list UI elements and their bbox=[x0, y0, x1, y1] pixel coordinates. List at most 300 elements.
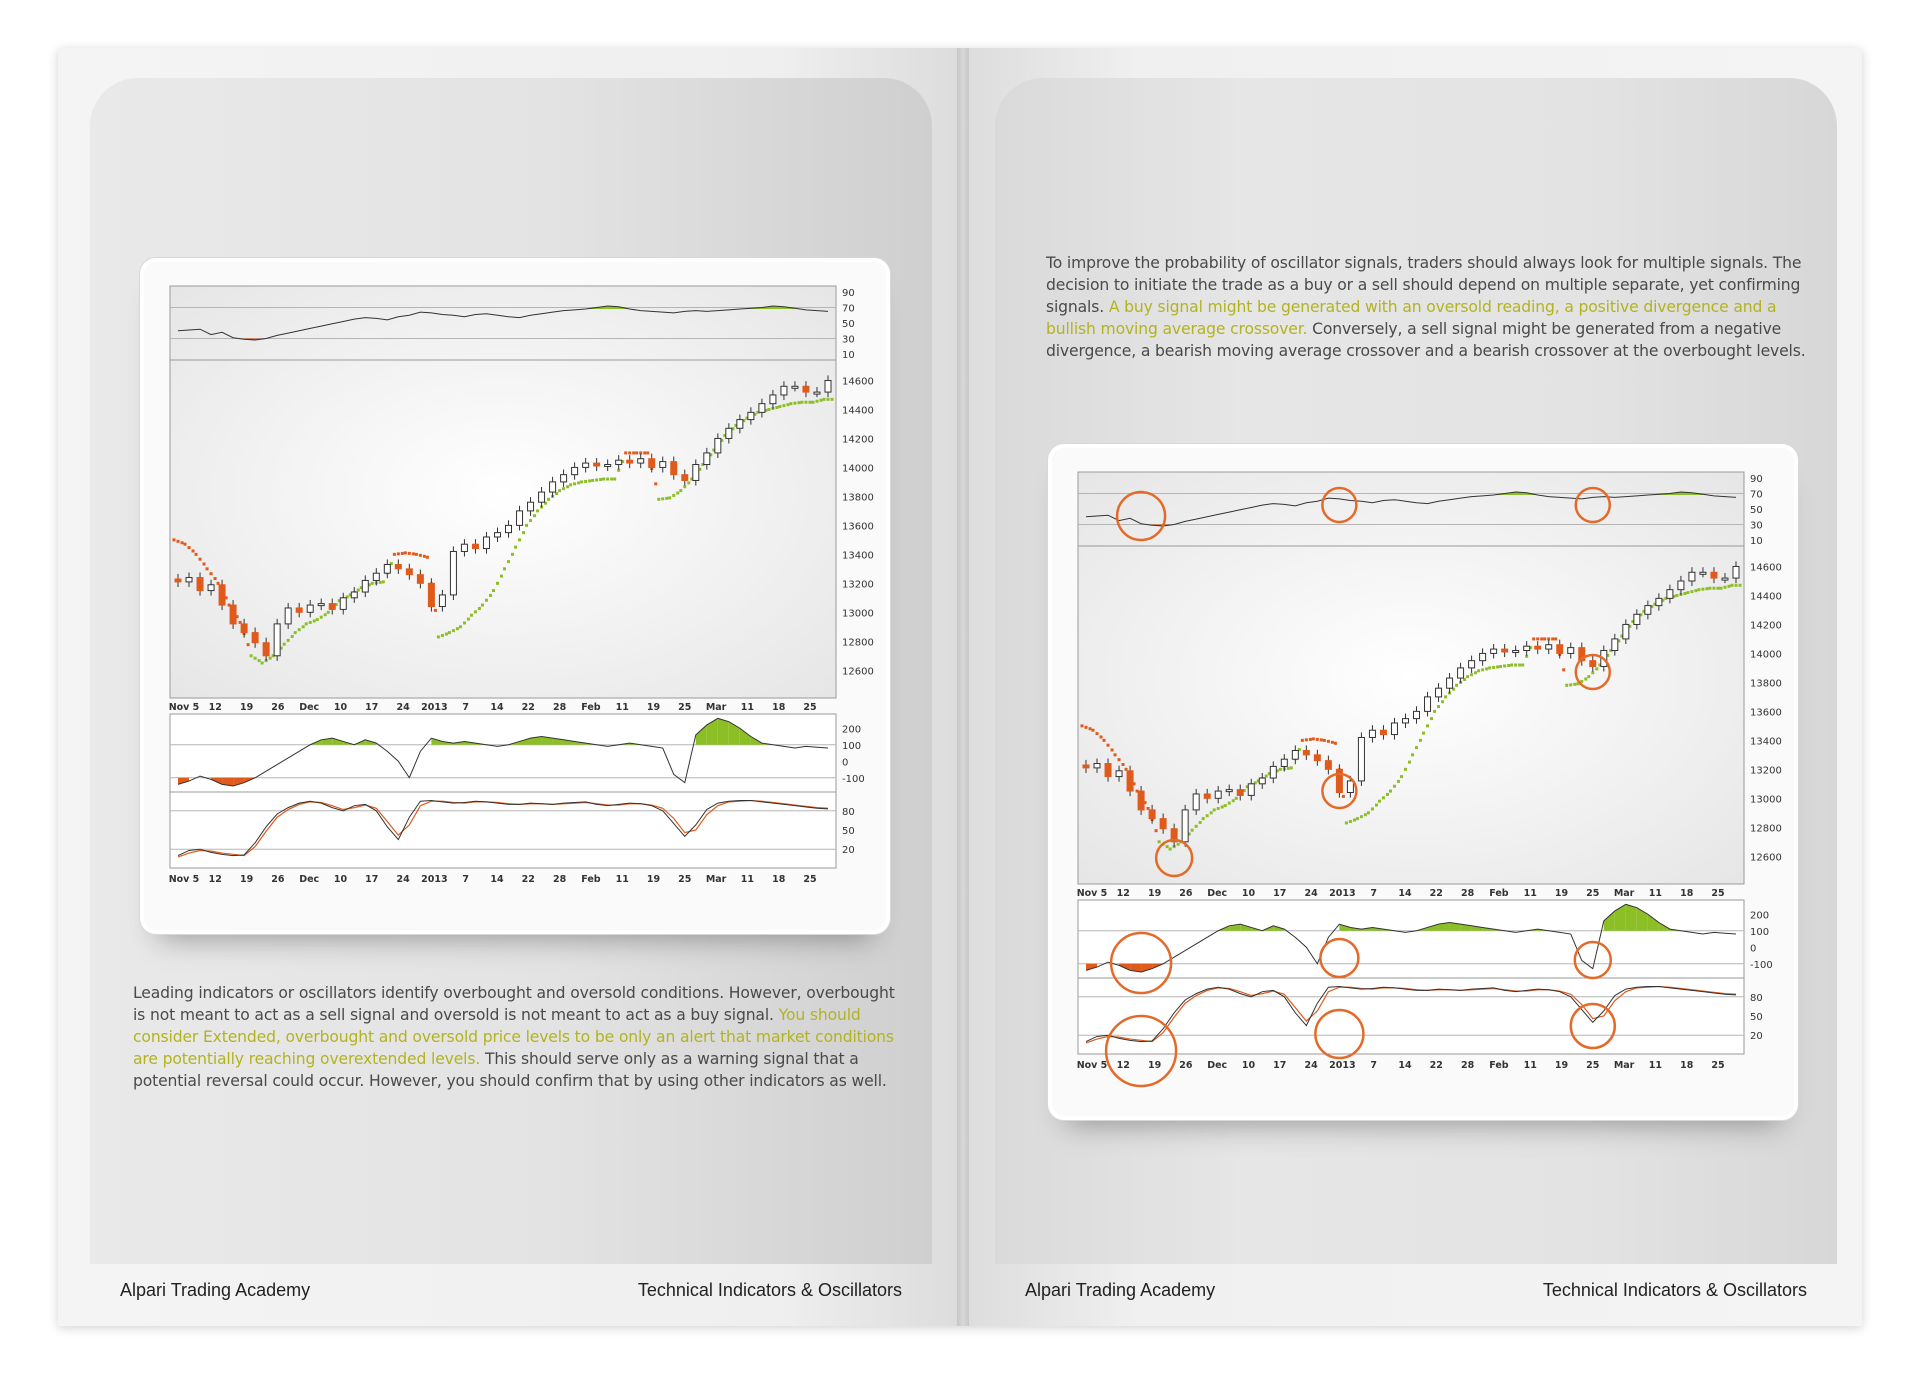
cci-tick-label: -100 bbox=[1750, 959, 1773, 971]
candle-body bbox=[682, 475, 688, 481]
price-tick-label: 14400 bbox=[842, 405, 874, 417]
x-tick-label: Mar bbox=[705, 702, 727, 713]
x-tick-label: 7 bbox=[1370, 888, 1378, 899]
x-tick-label: 11 bbox=[740, 702, 755, 713]
candle-body bbox=[1281, 759, 1287, 766]
candle-body bbox=[186, 578, 192, 582]
x-tick-label: Nov 5 bbox=[168, 702, 200, 713]
candle-body bbox=[384, 564, 390, 573]
trailing-stop-dot bbox=[610, 478, 613, 481]
x-tick-label: 10 bbox=[1241, 888, 1256, 899]
trailing-stop-dot bbox=[404, 551, 407, 554]
candle-body bbox=[616, 460, 622, 464]
trailing-stop-dot bbox=[775, 406, 778, 409]
candle-body bbox=[1160, 819, 1166, 829]
trailing-stop-dot bbox=[452, 629, 455, 632]
trailing-stop-dot bbox=[195, 553, 198, 556]
trailing-stop-dot bbox=[1731, 584, 1734, 587]
trailing-stop-dot bbox=[478, 607, 481, 610]
indicator-chart bbox=[144, 262, 886, 930]
rsi-tick-label: 70 bbox=[842, 303, 855, 315]
trailing-stop-dot bbox=[1507, 664, 1510, 667]
stochastic-tick-label: 80 bbox=[842, 806, 855, 818]
trailing-stop-dot bbox=[437, 635, 440, 638]
trailing-stop-dot bbox=[1569, 683, 1572, 686]
trailing-stop-dot bbox=[767, 408, 770, 411]
trailing-stop-dot bbox=[1323, 739, 1326, 742]
candle-body bbox=[649, 459, 655, 468]
candle-body bbox=[1248, 784, 1254, 796]
trailing-stop-dot bbox=[1474, 671, 1477, 674]
trailing-stop-dot bbox=[800, 401, 803, 404]
trailing-stop-dot bbox=[1382, 796, 1385, 799]
trailing-stop-dot bbox=[654, 482, 657, 485]
trailing-stop-dot bbox=[357, 589, 360, 592]
candle-body bbox=[605, 465, 611, 467]
candle-body bbox=[1358, 737, 1364, 780]
price-tick-label: 13400 bbox=[842, 550, 874, 562]
trailing-stop-dot bbox=[1312, 737, 1315, 740]
trailing-stop-dot bbox=[1540, 637, 1543, 640]
trailing-stop-dot bbox=[1191, 829, 1194, 832]
trailing-stop-dot bbox=[547, 498, 550, 501]
candle-body bbox=[362, 580, 368, 592]
trailing-stop-dot bbox=[558, 489, 561, 492]
trailing-stop-dot bbox=[606, 478, 609, 481]
trailing-stop-dot bbox=[1415, 746, 1418, 749]
candle-body bbox=[494, 533, 500, 537]
rsi-tick-label: 90 bbox=[1750, 474, 1763, 485]
trailing-stop-dot bbox=[305, 622, 308, 625]
trailing-stop-dot bbox=[1305, 738, 1308, 741]
x-tick-label: 11 bbox=[740, 874, 755, 885]
price-tick-label: 13600 bbox=[1750, 707, 1782, 719]
x-tick-label: 18 bbox=[1680, 888, 1694, 899]
annotated-indicator-chart bbox=[1052, 448, 1794, 1116]
x-tick-label: 25 bbox=[1586, 1060, 1600, 1071]
trailing-stop-dot bbox=[1100, 735, 1103, 738]
candle-body bbox=[439, 595, 445, 607]
candle-body bbox=[704, 453, 710, 465]
price-tick-label: 14200 bbox=[1750, 620, 1782, 632]
trailing-stop-dot bbox=[584, 480, 587, 483]
x-tick-label: 25 bbox=[678, 874, 692, 885]
x-tick-label: 18 bbox=[1680, 1060, 1694, 1071]
trailing-stop-dot bbox=[1096, 732, 1099, 735]
trailing-stop-dot bbox=[1551, 637, 1554, 640]
x-tick-label: 12 bbox=[1116, 1060, 1130, 1071]
footer-publisher: Alpari Trading Academy bbox=[1025, 1279, 1216, 1300]
trailing-stop-dot bbox=[467, 618, 470, 621]
x-tick-label: Dec bbox=[1207, 888, 1228, 899]
candle-body bbox=[1270, 766, 1276, 778]
x-tick-label: 10 bbox=[1241, 1060, 1256, 1071]
x-tick-label: Mar bbox=[1613, 888, 1635, 899]
trailing-stop-dot bbox=[309, 621, 312, 624]
trailing-stop-dot bbox=[1107, 744, 1110, 747]
candle-body bbox=[726, 428, 732, 438]
candle-body bbox=[1722, 578, 1728, 580]
trailing-stop-dot bbox=[778, 405, 781, 408]
candle-body bbox=[1425, 697, 1431, 711]
x-tick-label: 7 bbox=[462, 874, 470, 885]
x-tick-label: Feb bbox=[1489, 888, 1509, 899]
trailing-stop-dot bbox=[1287, 767, 1290, 770]
trailing-stop-dot bbox=[823, 398, 826, 401]
trailing-stop-dot bbox=[1122, 763, 1125, 766]
trailing-stop-dot bbox=[379, 581, 382, 584]
trailing-stop-dot bbox=[1389, 790, 1392, 793]
trailing-stop-dot bbox=[1496, 665, 1499, 668]
trailing-stop-dot bbox=[1235, 797, 1238, 800]
trailing-stop-dot bbox=[811, 401, 814, 404]
candle-body bbox=[329, 604, 335, 610]
price-tick-label: 14200 bbox=[842, 434, 874, 446]
price-panel-frame bbox=[1078, 472, 1744, 884]
trailing-stop-dot bbox=[668, 496, 671, 499]
trailing-stop-dot bbox=[1320, 738, 1323, 741]
candle-body bbox=[1414, 711, 1420, 718]
trailing-stop-dot bbox=[1316, 738, 1319, 741]
trailing-stop-dot bbox=[613, 478, 616, 481]
trailing-stop-dot bbox=[1177, 843, 1180, 846]
trailing-stop-dot bbox=[632, 451, 635, 454]
paragraph-text: This should serve only as a warning signal that a potential reversal could occur. However, you should confirm that by using other indicators as well. bbox=[133, 1050, 887, 1090]
trailing-stop-dot bbox=[1492, 666, 1495, 669]
candle-body bbox=[1182, 810, 1188, 842]
trailing-stop-dot bbox=[1378, 800, 1381, 803]
price-tick-label: 14600 bbox=[1750, 562, 1782, 574]
candle-body bbox=[715, 438, 721, 452]
price-tick-label: 13800 bbox=[1750, 678, 1782, 690]
trailing-stop-dot bbox=[1206, 814, 1209, 817]
trailing-stop-dot bbox=[1697, 588, 1700, 591]
x-tick-label: 19 bbox=[1147, 1060, 1162, 1071]
trailing-stop-dot bbox=[1477, 669, 1480, 672]
candle-body bbox=[406, 569, 412, 575]
trailing-stop-dot bbox=[1327, 740, 1330, 743]
candle-body bbox=[627, 460, 633, 463]
trailing-stop-dot bbox=[192, 549, 195, 552]
trailing-stop-dot bbox=[1386, 793, 1389, 796]
x-tick-label: 17 bbox=[1273, 888, 1287, 899]
trailing-stop-dot bbox=[1437, 705, 1440, 708]
x-tick-label: 10 bbox=[333, 702, 348, 713]
trailing-stop-dot bbox=[1213, 808, 1216, 811]
rsi-tick-label: 90 bbox=[842, 288, 855, 299]
candle-body bbox=[1226, 790, 1232, 792]
trailing-stop-dot bbox=[1727, 585, 1730, 588]
x-tick-label: 28 bbox=[552, 874, 567, 885]
trailing-stop-dot bbox=[489, 594, 492, 597]
trailing-stop-dot bbox=[173, 538, 176, 541]
trailing-stop-dot bbox=[184, 543, 187, 546]
x-tick-label: 19 bbox=[239, 874, 254, 885]
candle-body bbox=[1689, 572, 1695, 581]
x-tick-label: 19 bbox=[646, 874, 661, 885]
trailing-stop-dot bbox=[562, 487, 565, 490]
trailing-stop-dot bbox=[426, 556, 429, 559]
x-tick-label: 25 bbox=[803, 702, 817, 713]
trailing-stop-dot bbox=[569, 483, 572, 486]
trailing-stop-dot bbox=[1400, 775, 1403, 778]
candle-body bbox=[219, 585, 225, 605]
price-tick-label: 13600 bbox=[842, 521, 874, 533]
cci-positive-fill bbox=[718, 718, 729, 744]
trailing-stop-dot bbox=[566, 485, 569, 488]
x-tick-label: 2013 bbox=[1329, 888, 1356, 899]
x-tick-label: Nov 5 bbox=[1076, 1060, 1108, 1071]
price-tick-label: 12800 bbox=[1750, 823, 1782, 835]
trailing-stop-dot bbox=[1331, 741, 1334, 744]
candle-body bbox=[1380, 730, 1386, 734]
x-tick-label: 2013 bbox=[421, 874, 448, 885]
trailing-stop-dot bbox=[459, 625, 462, 628]
trailing-stop-dot bbox=[643, 451, 646, 454]
trailing-stop-dot bbox=[1690, 590, 1693, 593]
cci-tick-label: 200 bbox=[842, 724, 862, 736]
highlighted-text: A buy signal might be generated with an oversold reading, a positive divergence and a bullish moving average crossover. bbox=[1046, 298, 1777, 338]
trailing-stop-dot bbox=[1111, 749, 1114, 752]
x-tick-label: 11 bbox=[1523, 888, 1537, 899]
trailing-stop-dot bbox=[294, 631, 297, 634]
x-tick-label: 14 bbox=[490, 874, 504, 885]
trailing-stop-dot bbox=[258, 659, 261, 662]
trailing-stop-dot bbox=[1345, 821, 1348, 824]
trailing-stop-dot bbox=[1686, 591, 1689, 594]
rsi-tick-label: 30 bbox=[842, 334, 855, 346]
trailing-stop-dot bbox=[1411, 753, 1414, 756]
candle-body bbox=[263, 643, 269, 656]
trailing-stop-dot bbox=[1353, 819, 1356, 822]
highlighted-text: You should consider Extended, overbought and oversold price levels to be only an alert that market conditions are potentially reaching overextended levels. bbox=[133, 1006, 894, 1068]
candle-body bbox=[340, 598, 346, 610]
trailing-stop-dot bbox=[657, 498, 660, 501]
candle-body bbox=[1149, 810, 1155, 819]
trailing-stop-dot bbox=[1426, 724, 1429, 727]
trailing-stop-dot bbox=[687, 481, 690, 484]
trailing-stop-dot bbox=[1081, 724, 1084, 727]
trailing-stop-dot bbox=[635, 451, 638, 454]
trailing-stop-dot bbox=[1683, 592, 1686, 595]
candle-body bbox=[1259, 778, 1265, 784]
trailing-stop-dot bbox=[827, 398, 830, 401]
trailing-stop-dot bbox=[522, 531, 525, 534]
trailing-stop-dot bbox=[287, 639, 290, 642]
candle-body bbox=[483, 537, 489, 549]
candle-body bbox=[1557, 645, 1563, 654]
x-tick-label: 24 bbox=[1304, 1060, 1318, 1071]
cci-tick-label: 200 bbox=[1750, 910, 1770, 922]
x-tick-label: 19 bbox=[1147, 888, 1162, 899]
x-tick-label: 17 bbox=[365, 874, 379, 885]
candle-body bbox=[472, 544, 478, 548]
trailing-stop-dot bbox=[1408, 761, 1411, 764]
candle-body bbox=[1369, 730, 1375, 737]
trailing-stop-dot bbox=[591, 479, 594, 482]
rsi-tick-label: 50 bbox=[842, 319, 855, 330]
x-tick-label: 10 bbox=[333, 874, 348, 885]
trailing-stop-dot bbox=[665, 497, 668, 500]
x-tick-label: 2013 bbox=[1329, 1060, 1356, 1071]
candle-body bbox=[825, 380, 831, 392]
trailing-stop-dot bbox=[1510, 664, 1513, 667]
x-tick-label: 11 bbox=[615, 874, 629, 885]
trailing-stop-dot bbox=[456, 627, 459, 630]
x-tick-label: 19 bbox=[1554, 888, 1569, 899]
trailing-stop-dot bbox=[1367, 811, 1370, 814]
trailing-stop-dot bbox=[1228, 802, 1231, 805]
trailing-stop-dot bbox=[525, 524, 528, 527]
trailing-stop-dot bbox=[283, 643, 286, 646]
trailing-stop-dot bbox=[1565, 684, 1568, 687]
trailing-stop-dot bbox=[533, 514, 536, 517]
rsi-tick-label: 70 bbox=[1750, 489, 1763, 501]
trailing-stop-dot bbox=[298, 628, 301, 631]
trailing-stop-dot bbox=[1481, 668, 1484, 671]
trailing-stop-dot bbox=[624, 451, 627, 454]
candle-body bbox=[1204, 794, 1210, 798]
stochastic-tick-label: 20 bbox=[1750, 1031, 1763, 1043]
price-tick-label: 12600 bbox=[842, 666, 874, 678]
footer-publisher: Alpari Trading Academy bbox=[120, 1279, 311, 1300]
trailing-stop-dot bbox=[518, 538, 521, 541]
trailing-stop-dot bbox=[1166, 845, 1169, 848]
candle-body bbox=[759, 404, 765, 413]
x-tick-label: 17 bbox=[365, 702, 379, 713]
candle-body bbox=[1590, 661, 1596, 667]
trailing-stop-dot bbox=[577, 481, 580, 484]
trailing-stop-dot bbox=[1232, 799, 1235, 802]
left-body-paragraph bbox=[133, 982, 903, 1092]
x-tick-label: 26 bbox=[271, 874, 285, 885]
candle-body bbox=[1105, 764, 1111, 777]
price-tick-label: 13000 bbox=[842, 608, 874, 620]
trailing-stop-dot bbox=[1536, 637, 1539, 640]
trailing-stop-dot bbox=[371, 582, 374, 585]
candle-body bbox=[517, 511, 523, 525]
candle-body bbox=[660, 462, 666, 468]
trailing-stop-dot bbox=[415, 553, 418, 556]
trailing-stop-dot bbox=[1470, 673, 1473, 676]
trailing-stop-dot bbox=[1716, 587, 1719, 590]
trailing-stop-dot bbox=[1265, 775, 1268, 778]
trailing-stop-dot bbox=[573, 482, 576, 485]
trailing-stop-dot bbox=[1518, 664, 1521, 667]
trailing-stop-dot bbox=[588, 479, 591, 482]
trailing-stop-dot bbox=[434, 609, 437, 612]
trailing-stop-dot bbox=[313, 620, 316, 623]
trailing-stop-dot bbox=[1675, 594, 1678, 597]
trailing-stop-dot bbox=[1224, 804, 1227, 807]
price-tick-label: 14600 bbox=[842, 376, 874, 388]
candle-body bbox=[175, 579, 181, 582]
price-panel-frame bbox=[170, 286, 836, 698]
candle-body bbox=[1535, 646, 1541, 649]
trailing-stop-dot bbox=[815, 400, 818, 403]
trailing-stop-dot bbox=[529, 519, 532, 522]
candle-body bbox=[1491, 649, 1497, 653]
price-tick-label: 14000 bbox=[1750, 649, 1782, 661]
x-tick-label: 22 bbox=[1429, 888, 1443, 899]
candle-body bbox=[461, 544, 467, 551]
trailing-stop-dot bbox=[1514, 664, 1517, 667]
x-tick-label: Feb bbox=[581, 702, 601, 713]
x-tick-label: 11 bbox=[1648, 888, 1663, 899]
footer-section-title: Technical Indicators & Oscillators bbox=[1542, 1279, 1807, 1300]
page-gutter bbox=[957, 48, 969, 1326]
x-tick-label: Nov 5 bbox=[1076, 888, 1108, 899]
trailing-stop-dot bbox=[1591, 671, 1594, 674]
x-tick-label: 7 bbox=[462, 702, 470, 713]
trailing-stop-dot bbox=[177, 540, 180, 543]
trailing-stop-dot bbox=[1532, 637, 1535, 640]
trailing-stop-dot bbox=[448, 631, 451, 634]
candle-body bbox=[1292, 750, 1298, 759]
candle-body bbox=[1623, 624, 1629, 638]
trailing-stop-dot bbox=[1393, 785, 1396, 788]
candle-body bbox=[1314, 755, 1320, 761]
x-tick-label: Dec bbox=[1207, 1060, 1228, 1071]
trailing-stop-dot bbox=[412, 552, 415, 555]
trailing-stop-dot bbox=[1356, 817, 1359, 820]
trailing-stop-dot bbox=[1397, 780, 1400, 783]
trailing-stop-dot bbox=[492, 589, 495, 592]
annotated-indicator-chart-card bbox=[1048, 444, 1798, 1120]
candle-body bbox=[373, 573, 379, 580]
trailing-stop-dot bbox=[1488, 666, 1491, 669]
trailing-stop-dot bbox=[214, 577, 217, 580]
trailing-stop-dot bbox=[1199, 821, 1202, 824]
trailing-stop-dot bbox=[599, 478, 602, 481]
candle-body bbox=[1347, 781, 1353, 793]
trailing-stop-dot bbox=[445, 633, 448, 636]
candle-body bbox=[208, 585, 214, 591]
trailing-stop-dot bbox=[203, 563, 206, 566]
cci-tick-label: 100 bbox=[1750, 926, 1770, 938]
trailing-stop-dot bbox=[474, 610, 477, 613]
trailing-stop-dot bbox=[1422, 732, 1425, 735]
paragraph-text: Conversely, a sell signal might be generated from a negative divergence, a bearish moving average crossover and a bearish crossover at the overbought levels. bbox=[1046, 320, 1806, 360]
trailing-stop-dot bbox=[676, 492, 679, 495]
candle-body bbox=[1116, 771, 1122, 777]
x-tick-label: 22 bbox=[521, 702, 535, 713]
x-tick-label: 2013 bbox=[421, 702, 448, 713]
candle-body bbox=[1711, 572, 1717, 578]
trailing-stop-dot bbox=[1279, 768, 1282, 771]
trailing-stop-dot bbox=[1202, 817, 1205, 820]
trailing-stop-dot bbox=[1309, 738, 1312, 741]
trailing-stop-dot bbox=[1301, 739, 1304, 742]
candle-body bbox=[792, 386, 798, 388]
trailing-stop-dot bbox=[1433, 710, 1436, 713]
trailing-stop-dot bbox=[808, 401, 811, 404]
candle-body bbox=[307, 605, 313, 612]
trailing-stop-dot bbox=[1499, 665, 1502, 668]
x-tick-label: Dec bbox=[299, 702, 320, 713]
trailing-stop-dot bbox=[1221, 806, 1224, 809]
x-tick-label: Nov 5 bbox=[168, 874, 200, 885]
candle-body bbox=[1733, 566, 1739, 578]
candle-body bbox=[1325, 761, 1331, 770]
trailing-stop-dot bbox=[401, 552, 404, 555]
price-tick-label: 13200 bbox=[1750, 765, 1782, 777]
candle-body bbox=[1700, 572, 1706, 574]
candle-body bbox=[748, 412, 754, 419]
trailing-stop-dot bbox=[470, 614, 473, 617]
price-tick-label: 14000 bbox=[842, 463, 874, 475]
cci-tick-label: 100 bbox=[842, 740, 862, 752]
